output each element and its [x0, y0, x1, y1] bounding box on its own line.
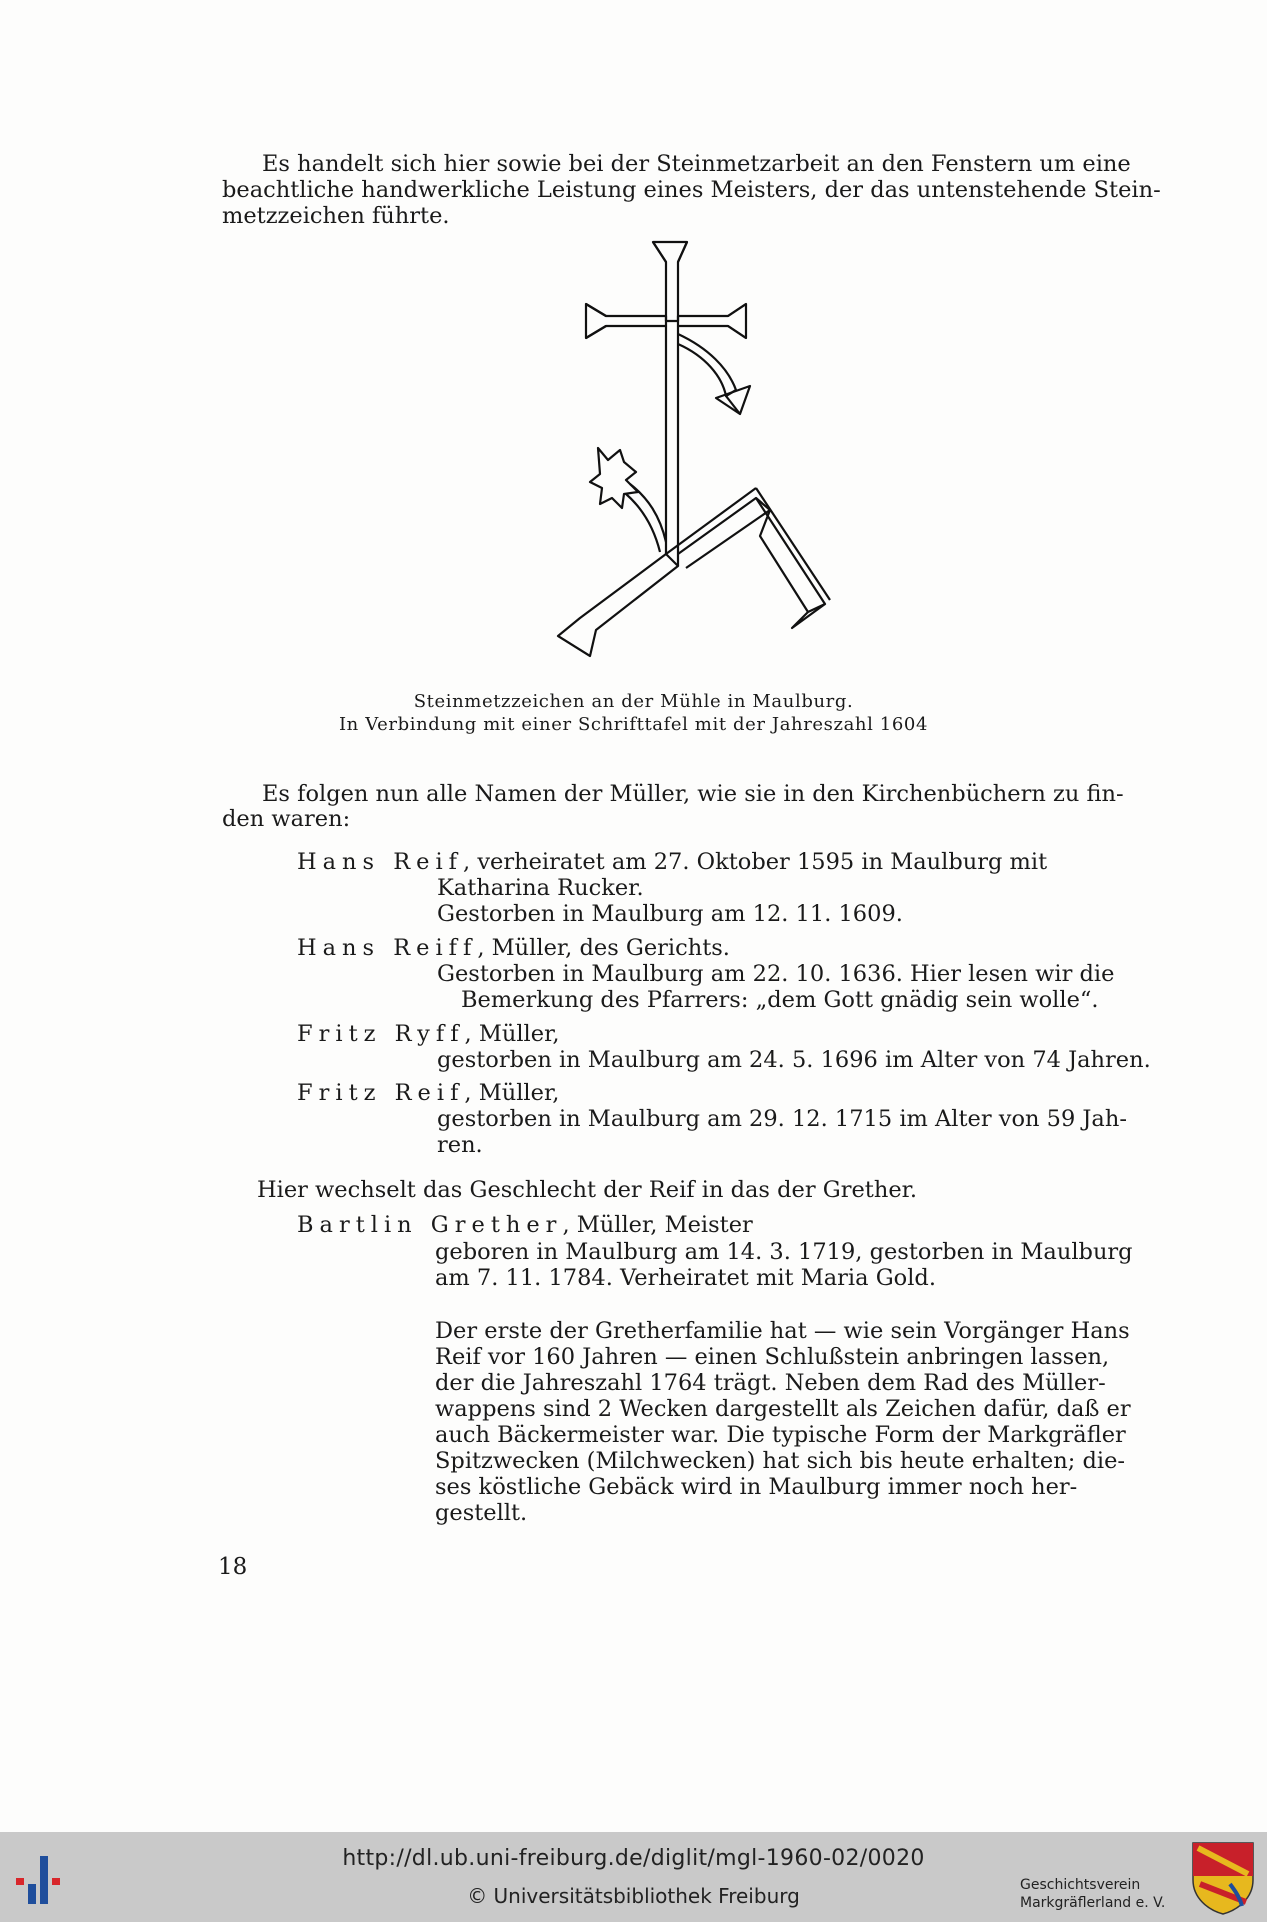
- grether-paragraph-line-3: der die Jahreszahl 1764 trägt. Neben dem Rad des Müller-: [435, 1370, 1106, 1396]
- grether-paragraph-line-1: Der erste der Gretherfamilie hat — wie sein Vorgänger Hans: [435, 1318, 1130, 1344]
- miller-details: , Müller, des Gerichts.: [477, 935, 730, 961]
- grether-paragraph-line-5: auch Bäckermeister war. Die typische Form der Markgräfler: [435, 1422, 1126, 1448]
- intro-line-3: metzzeichen führte.: [222, 203, 450, 229]
- footer-bar: [0, 1832, 1267, 1922]
- miller-details: , Müller, Meister: [562, 1212, 753, 1238]
- permalink-url[interactable]: http://dl.ub.uni-freiburg.de/diglit/mgl-1960-02/0020: [342, 1846, 925, 1871]
- miller-entry-1-sub-2: Gestorben in Maulburg am 12. 11. 1609.: [437, 901, 903, 927]
- organization-name: [1020, 1876, 1165, 1912]
- miller-entry-4-sub-1: gestorben in Maulburg am 29. 12. 1715 im Alter von 59 Jah-: [437, 1106, 1127, 1132]
- lineage-change-line: Hier wechselt das Geschlecht der Reif in das der Grether.: [257, 1177, 918, 1203]
- miller-name: Hans Reiff: [297, 935, 478, 961]
- coat-of-arms-icon: [1190, 1840, 1256, 1916]
- names-intro-line-2: den waren:: [222, 806, 351, 832]
- names-intro-line-1: Es folgen nun alle Namen der Müller, wie sie in den Kirchenbüchern zu fin-: [262, 781, 1124, 807]
- miller-details: , verheiratet am 27. Oktober 1595 in Maulburg mit: [463, 849, 1048, 875]
- org-line-1: Geschichtsverein: [1020, 1877, 1141, 1893]
- miller-name: Hans Reif: [297, 849, 464, 875]
- miller-entry-4: [297, 1081, 559, 1106]
- miller-entry-2-sub-2: Bemerkung des Pfarrers: „dem Gott gnädig sein wolle“.: [461, 987, 1099, 1013]
- copyright-notice: © Universitätsbibliothek Freiburg: [467, 1884, 800, 1908]
- figure-caption-line-2: In Verbindung mit einer Schrifttafel mit der Jahreszahl 1604: [338, 714, 929, 735]
- grether-paragraph-line-2: Reif vor 160 Jahren — einen Schlußstein anbringen lassen,: [435, 1344, 1110, 1370]
- page-number: 18: [218, 1554, 248, 1580]
- stonemason-mark-figure: [540, 236, 840, 666]
- figure-caption-line-1: Steinmetzzeichen an der Mühle in Maulburg.: [413, 691, 854, 712]
- miller-details: , Müller,: [464, 1021, 560, 1047]
- org-line-2: Markgräflerland e. V.: [1020, 1895, 1166, 1911]
- miller-entry-4-sub-2: ren.: [437, 1132, 483, 1158]
- grether-entry-sub-2: am 7. 11. 1784. Verheiratet mit Maria Gold.: [435, 1265, 936, 1291]
- intro-line-1: Es handelt sich hier sowie bei der Steinmetzarbeit an den Fenstern um eine: [262, 151, 1131, 177]
- grether-entry: [297, 1213, 753, 1238]
- miller-entry-3: [297, 1022, 560, 1047]
- miller-entry-1-sub-1: Katharina Rucker.: [437, 875, 644, 901]
- grether-paragraph-line-6: Spitzwecken (Milchwecken) hat sich bis heute erhalten; die-: [435, 1448, 1125, 1474]
- grether-paragraph-line-4: wappens sind 2 Wecken dargestellt als Zeichen dafür, daß er: [435, 1396, 1131, 1422]
- miller-details: , Müller,: [464, 1080, 560, 1106]
- miller-name: Fritz Ryff: [297, 1021, 465, 1047]
- miller-entry-3-sub-1: gestorben in Maulburg am 24. 5. 1696 im Alter von 74 Jahren.: [437, 1047, 1151, 1073]
- miller-name: Fritz Reif: [297, 1080, 465, 1106]
- grether-paragraph-line-7: ses köstliche Gebäck wird in Maulburg immer noch her-: [435, 1474, 1078, 1500]
- miller-name: Bartlin Grether: [297, 1212, 563, 1238]
- grether-entry-sub-1: geboren in Maulburg am 14. 3. 1719, gestorben in Maulburg: [435, 1239, 1133, 1265]
- intro-line-2: beachtliche handwerkliche Leistung eines Meisters, der das untenstehende Stein-: [222, 177, 1161, 203]
- miller-entry-2-sub-1: Gestorben in Maulburg am 22. 10. 1636. Hier lesen wir die: [437, 961, 1115, 987]
- miller-entry-2: [297, 936, 730, 961]
- miller-entry-1: [297, 850, 1047, 875]
- grether-paragraph-line-8: gestellt.: [435, 1500, 528, 1526]
